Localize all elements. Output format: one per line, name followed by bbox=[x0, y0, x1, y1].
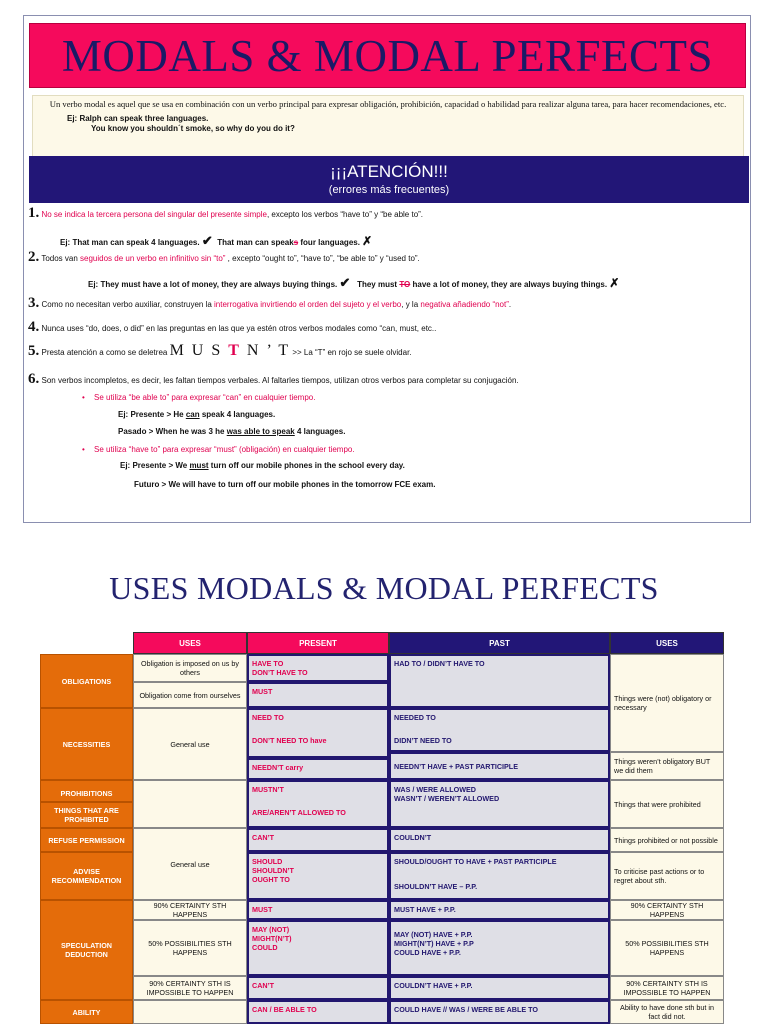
mustnt-part: M U S bbox=[169, 342, 229, 359]
past-neednt-have: NEEDN’T HAVE + PAST PARTICIPLE bbox=[389, 752, 610, 780]
use-90-impossible: 90% CERTAINTY STH IS IMPOSSIBLE TO HAPPEN bbox=[133, 976, 247, 1000]
mustnt-spelling bbox=[170, 342, 291, 359]
present-item: MUSTN’T bbox=[252, 785, 284, 794]
struck-text: TO bbox=[399, 280, 411, 289]
title-banner bbox=[29, 23, 746, 88]
cross-icon: ✗ bbox=[609, 276, 620, 290]
attention-banner bbox=[29, 156, 749, 203]
past-item: COULD HAVE + P.P. bbox=[394, 948, 461, 957]
rule-text: Nunca uses “do, does, o did” en las preguntas en las que ya estén otros verbos modales como “can, must, etc.. bbox=[41, 324, 437, 333]
past-item: MIGHT(N’T) HAVE + P.P bbox=[394, 939, 474, 948]
bullet-have-to: • Se utiliza “have to” para expresar “must” (obligación) en cualquier tiempo. bbox=[94, 445, 355, 454]
bullet-be-able-to: • Se utiliza “be able to” para expresar “can” en cualquier tiempo. bbox=[94, 393, 315, 402]
underlined-text: must bbox=[189, 461, 209, 470]
rule-number: 2. bbox=[28, 249, 40, 265]
present-item: OUGHT TO bbox=[252, 875, 290, 884]
struck-text: s bbox=[293, 238, 299, 247]
past-may-have bbox=[389, 920, 610, 976]
past-must-have: MUST HAVE + P.P. bbox=[389, 900, 610, 920]
wrong-example-end: four languages. bbox=[300, 238, 360, 247]
present-item: NEED TO bbox=[252, 713, 284, 722]
page-title: MODALS & MODAL PERFECTS bbox=[61, 30, 714, 81]
example-text: Pasado > When he was 3 he bbox=[118, 427, 227, 436]
past-couldnt: COULDN’T bbox=[389, 828, 610, 852]
present-should bbox=[247, 852, 389, 900]
check-icon: ✔ bbox=[339, 275, 351, 290]
rule-text: . bbox=[508, 300, 512, 309]
present-item: COULD bbox=[252, 943, 278, 952]
right-use-90-impossible: 90% CERTAINTY STH IS IMPOSSIBLE TO HAPPEN bbox=[610, 976, 724, 1000]
rule-text: >> La “T” en rojo se suele olvidar. bbox=[290, 348, 412, 357]
example-text: turn off our mobile phones in the school every day. bbox=[208, 461, 405, 470]
wrong-example: That man can speak bbox=[217, 238, 294, 247]
rule-text: Todos van bbox=[41, 254, 81, 263]
present-item: MIGHT(N’T) bbox=[252, 934, 292, 943]
present-must: MUST bbox=[247, 682, 389, 708]
past-item: WASN’T / WEREN’T ALLOWED bbox=[394, 794, 500, 803]
mustnt-part: N ’ T bbox=[240, 342, 291, 359]
header-uses: USES bbox=[133, 632, 247, 654]
use-from-ourselves: Obligation come from ourselves bbox=[133, 682, 247, 708]
present-may-might bbox=[247, 920, 389, 976]
intro-box bbox=[32, 95, 744, 161]
rule-number: 1. bbox=[28, 205, 40, 221]
row-label-necessities: NECESSITIES bbox=[40, 708, 133, 780]
use-90-certainty: 90% CERTAINTY STH HAPPENS bbox=[133, 900, 247, 920]
present-can-be-able: CAN / BE ABLE TO bbox=[247, 1000, 389, 1024]
cross-icon: ✗ bbox=[362, 234, 373, 248]
correct-example: Ej: They must have a lot of money, they are always buying things. bbox=[88, 280, 338, 289]
past-couldnt-have: COULDN’T HAVE + P.P. bbox=[389, 976, 610, 1000]
use-empty-ability bbox=[133, 1000, 247, 1024]
example-line-1: Ej: Ralph can speak three languages. bbox=[67, 114, 209, 123]
present-cant: CAN’T bbox=[247, 828, 389, 852]
rule-number: 5. bbox=[28, 343, 40, 359]
use-empty-prohibitions bbox=[133, 780, 247, 828]
row-label-advise: ADVISE RECOMMENDATION bbox=[40, 852, 133, 900]
underlined-text: can bbox=[185, 410, 200, 419]
mustnt-red-t: T bbox=[228, 342, 241, 359]
rule-text: , excepto “ought to”, “have to”, “be able to” y “used to”. bbox=[225, 254, 420, 263]
present-item: HAVE TO bbox=[252, 659, 284, 668]
past-item: DIDN’T NEED TO bbox=[394, 736, 452, 745]
use-imposed-by-others: Obligation is imposed on us by others bbox=[133, 654, 247, 682]
right-use-90-certainty: 90% CERTAINTY STH HAPPENS bbox=[610, 900, 724, 920]
past-item: WAS / WERE ALLOWED bbox=[394, 785, 476, 794]
past-item: SHOULDN’T HAVE – P.P. bbox=[394, 882, 478, 891]
header-past: PAST bbox=[389, 632, 610, 654]
rule-1 bbox=[28, 207, 423, 221]
example-text: speak 4 languages. bbox=[199, 410, 276, 419]
example-text: Ej: Presente > He bbox=[118, 410, 186, 419]
present-item: ARE/AREN’T ALLOWED TO bbox=[252, 808, 346, 817]
past-needed-to bbox=[389, 708, 610, 752]
row-label-things-prohibited: THINGS THAT ARE PROHIBITED bbox=[40, 802, 133, 828]
example-text: 4 languages. bbox=[294, 427, 346, 436]
right-use-obligatory: Things were (not) obligatory or necessary bbox=[610, 654, 724, 752]
right-use-50-possibility: 50% POSSIBILITIES STH HAPPENS bbox=[610, 920, 724, 976]
wrong-example-end: have a lot of money, they are always buying things. bbox=[412, 280, 608, 289]
rule-number: 4. bbox=[28, 319, 40, 335]
present-item: DON’T NEED TO have bbox=[252, 736, 327, 745]
correct-example: Ej: That man can speak 4 languages. bbox=[60, 238, 200, 247]
rule-text: Presta atención a como se deletrea bbox=[41, 348, 170, 357]
example-text: Ej: Presente > We bbox=[120, 461, 190, 470]
rule-text: , excepto los verbos “have to” y “be able to”. bbox=[266, 210, 424, 219]
rule-2-examples bbox=[88, 275, 619, 291]
rule-text: Como no necesitan verbo auxiliar, construyen la bbox=[41, 300, 215, 309]
rule-highlight: negativa añadiendo “not” bbox=[420, 300, 509, 309]
rule-highlight: No se indica la tercera persona del singular del presente simple bbox=[41, 210, 267, 219]
row-label-ability: ABILITY bbox=[40, 1000, 133, 1024]
past-allowed bbox=[389, 780, 610, 828]
rule-6 bbox=[28, 373, 519, 387]
right-use-not-possible: Things prohibited or not possible bbox=[610, 828, 724, 852]
present-item: MAY (NOT) bbox=[252, 925, 290, 934]
present-need-to bbox=[247, 708, 389, 758]
right-use-prohibited: Things that were prohibited bbox=[610, 780, 724, 828]
rule-4 bbox=[28, 321, 436, 335]
present-item: SHOULDN’T bbox=[252, 866, 294, 875]
have-to-future-example: Futuro > We will have to turn off our mobile phones in the tomorrow FCE exam. bbox=[134, 480, 436, 489]
present-must-certainty: MUST bbox=[247, 900, 389, 920]
past-item: MAY (NOT) HAVE + P.P. bbox=[394, 930, 473, 939]
use-50-possibility: 50% POSSIBILITIES STH HAPPENS bbox=[133, 920, 247, 976]
check-icon: ✔ bbox=[201, 233, 213, 248]
header-present: PRESENT bbox=[247, 632, 389, 654]
attention-subheading: (errores más frecuentes) bbox=[328, 184, 450, 196]
row-label-refuse-permission: REFUSE PERMISSION bbox=[40, 828, 133, 852]
right-use-ability: Ability to have done sth but in fact did not. bbox=[610, 1000, 724, 1024]
present-item: SHOULD bbox=[252, 857, 283, 866]
present-cant-impossible: CAN’T bbox=[247, 976, 389, 1000]
right-use-criticise: To criticise past actions or to regret about sth. bbox=[610, 852, 724, 900]
rule-text: , y la bbox=[401, 300, 421, 309]
be-able-past-example bbox=[118, 427, 345, 436]
wrong-example: They must bbox=[357, 280, 398, 289]
past-should-have bbox=[389, 852, 610, 900]
rule-2 bbox=[28, 251, 420, 265]
attention-heading: ¡¡¡ATENCIÓN!!! bbox=[330, 162, 448, 181]
row-label-obligations: OBLIGATIONS bbox=[40, 654, 133, 708]
present-have-to bbox=[247, 654, 389, 682]
uses-title: USES MODALS & MODAL PERFECTS bbox=[109, 570, 659, 606]
use-general-necessities: General use bbox=[133, 708, 247, 780]
example-line-2: You know you shouldn´t smoke, so why do you do it? bbox=[91, 124, 295, 133]
underlined-text: was able to speak bbox=[226, 427, 295, 436]
past-item: NEEDED TO bbox=[394, 713, 436, 722]
use-general-advise: General use bbox=[133, 828, 247, 900]
rule-highlight: interrogativa invirtiendo el orden del sujeto y el verbo bbox=[214, 300, 402, 309]
rule-3 bbox=[28, 297, 511, 311]
right-use-werent-obligatory: Things weren’t obligatory BUT we did them bbox=[610, 752, 724, 780]
be-able-present-example bbox=[118, 410, 275, 419]
row-label-speculation: SPECULATION DEDUCTION bbox=[40, 900, 133, 1000]
rule-5 bbox=[28, 342, 412, 359]
rule-1-examples bbox=[60, 233, 372, 249]
have-to-present-example bbox=[120, 461, 405, 470]
rule-text: Son verbos incompletos, es decir, les faltan tiempos verbales. Al faltarles tiempos, utilizan otros verbos para completar su conjugación. bbox=[41, 376, 519, 385]
rule-number: 6. bbox=[28, 371, 40, 387]
present-item: DON’T HAVE TO bbox=[252, 668, 308, 677]
rule-number: 3. bbox=[28, 295, 40, 311]
present-mustnt bbox=[247, 780, 389, 828]
present-neednt: NEEDN’T carry bbox=[247, 758, 389, 780]
rule-highlight: seguidos de un verbo en infinitivo sin “to” bbox=[80, 254, 226, 263]
past-had-to: HAD TO / DIDN’T HAVE TO bbox=[389, 654, 610, 708]
header-uses-right: USES bbox=[610, 632, 724, 654]
past-could-have: COULD HAVE // WAS / WERE BE ABLE TO bbox=[389, 1000, 610, 1024]
past-item: SHOULD/OUGHT TO HAVE + PAST PARTICIPLE bbox=[394, 857, 557, 866]
definition-text: Un verbo modal es aquel que se usa en combinación con un verbo principal para expresar obligación, prohibición, capacidad o habilidad para realizar alguna tarea, para hacer recomendaciones, etc. bbox=[49, 99, 727, 109]
row-label-prohibitions: PROHIBITIONS bbox=[40, 780, 133, 802]
